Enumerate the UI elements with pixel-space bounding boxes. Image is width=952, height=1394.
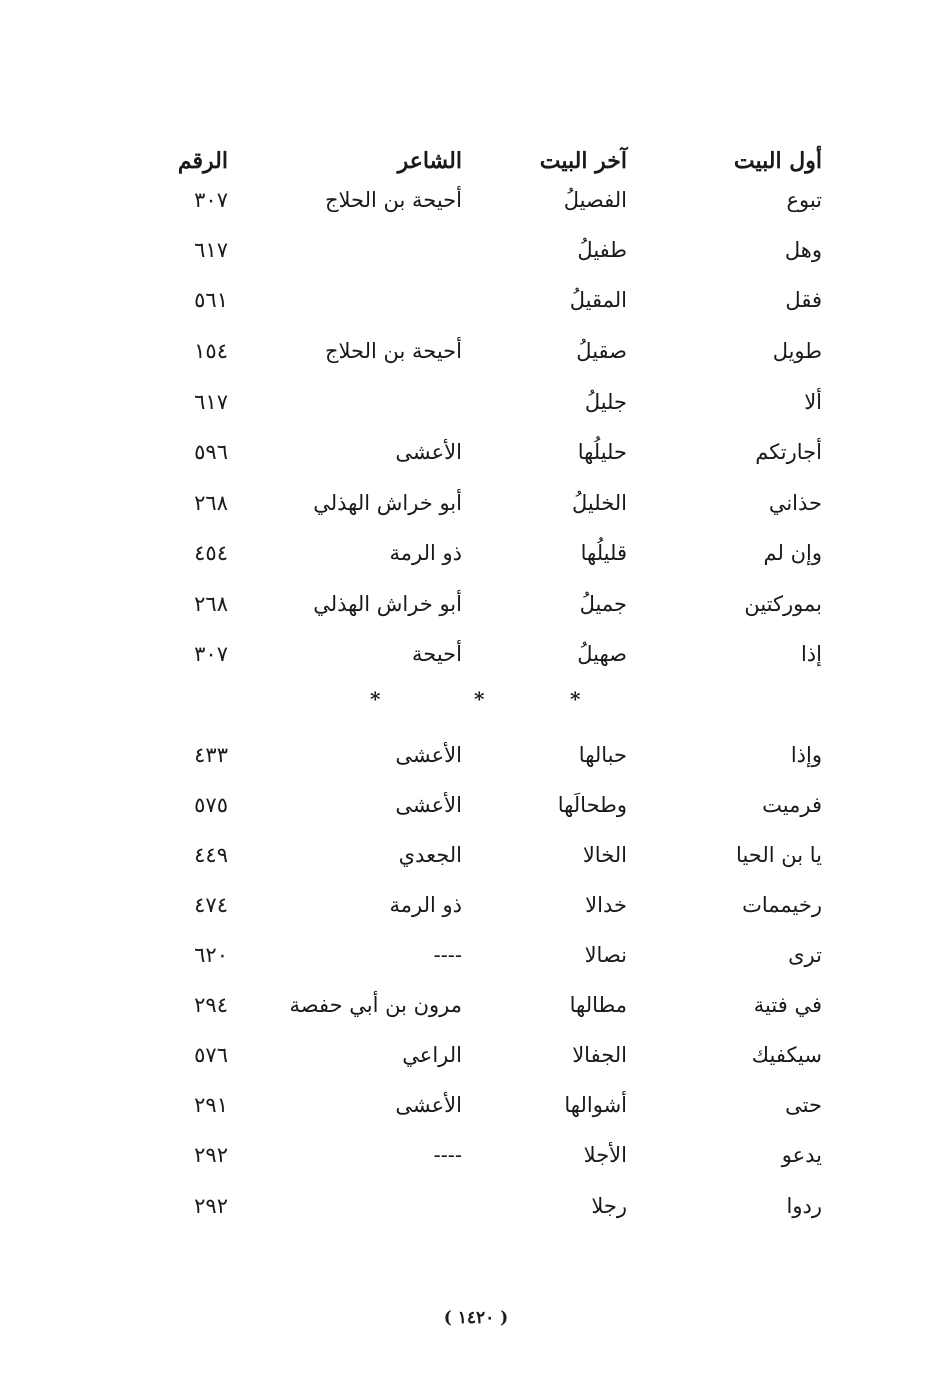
last-verse-cell: وطحالَها <box>557 793 627 817</box>
poet-cell: الأعشى <box>395 793 462 817</box>
table-row <box>0 533 952 573</box>
poet-cell: الأعشى <box>395 440 462 464</box>
last-verse-cell: حبالها <box>578 743 627 767</box>
table-row <box>0 180 952 220</box>
first-verse-cell: وهل <box>784 238 822 262</box>
number-cell: ٢٩٢ <box>194 1143 228 1167</box>
table-row <box>0 331 952 371</box>
last-verse-cell: صهيلُ <box>577 642 627 666</box>
first-verse-cell: أجارتكم <box>755 440 822 464</box>
last-verse-cell: حليلُها <box>577 440 627 464</box>
last-verse-cell: الأجلا <box>583 1143 627 1167</box>
number-cell: ٥٧٦ <box>194 1043 228 1067</box>
first-verse-cell: في فتية <box>753 993 822 1017</box>
first-verse-cell: تبوع <box>786 188 822 212</box>
poet-cell: الراعي <box>402 1043 462 1067</box>
first-verse-cell: يدعو <box>781 1143 822 1167</box>
number-cell: ٣٠٧ <box>194 642 228 666</box>
table-row <box>0 483 952 523</box>
poet-cell: الأعشى <box>395 743 462 767</box>
table-row <box>0 985 952 1025</box>
poet-cell: الجعدي <box>398 843 462 867</box>
number-cell: ٢٦٨ <box>194 592 228 616</box>
last-verse-cell: الخالا <box>582 843 627 867</box>
number-cell: ٢٦٨ <box>194 491 228 515</box>
table-row <box>0 1186 952 1226</box>
first-verse-cell: يا بن الحيا <box>736 843 822 867</box>
number-cell: ٢٩١ <box>194 1093 228 1117</box>
first-verse-cell: طويل <box>772 339 822 363</box>
table-row <box>0 1085 952 1125</box>
number-cell: ١٥٤ <box>194 339 228 363</box>
table-row <box>0 230 952 270</box>
number-cell: ٤٣٣ <box>194 743 228 767</box>
section-separator <box>0 679 952 719</box>
number-cell: ٦٢٠ <box>194 943 228 967</box>
poet-cell: ذو الرمة <box>389 893 462 917</box>
first-verse-cell: ردوا <box>786 1194 822 1218</box>
last-verse-cell: المقيلُ <box>569 288 627 312</box>
last-verse-cell: جميلُ <box>579 592 627 616</box>
separator-star: * <box>474 687 485 711</box>
last-verse-cell: الجفالا <box>572 1043 627 1067</box>
poet-cell: أحيحة <box>412 642 462 666</box>
number-cell: ٢٩٢ <box>194 1194 228 1218</box>
poet-cell: ---- <box>433 1143 462 1167</box>
last-verse-cell: صقيلُ <box>576 339 627 363</box>
last-verse-cell: أشوالها <box>564 1093 627 1117</box>
number-cell: ٤٧٤ <box>194 893 228 917</box>
last-verse-cell: الخليلُ <box>572 491 627 515</box>
first-verse-cell: وإن لم <box>763 541 822 565</box>
first-verse-cell: حذاني <box>768 491 822 515</box>
table-row <box>0 735 952 775</box>
header-poet: الشاعر <box>397 148 462 174</box>
number-cell: ٢٩٤ <box>194 993 228 1017</box>
number-cell: ٣٠٧ <box>194 188 228 212</box>
number-cell: ٦١٧ <box>194 390 228 414</box>
poet-cell: أبو خراش الهذلي <box>313 592 462 616</box>
header-first-verse: أول البيت <box>733 148 822 174</box>
first-verse-cell: فقل <box>785 288 822 312</box>
number-cell: ٥٩٦ <box>194 440 228 464</box>
number-cell: ٥٦١ <box>194 288 228 312</box>
table-row <box>0 785 952 825</box>
poet-cell: أحيحة بن الحلاج <box>324 188 462 212</box>
last-verse-cell: نصالا <box>584 943 627 967</box>
last-verse-cell: خدالا <box>585 893 627 917</box>
last-verse-cell: طفيلُ <box>577 238 627 262</box>
first-verse-cell: فرميت <box>762 793 822 817</box>
last-verse-cell: قليلُها <box>580 541 627 565</box>
table-row <box>0 835 952 875</box>
last-verse-cell: الفصيلُ <box>563 188 627 212</box>
table-row <box>0 432 952 472</box>
last-verse-cell: جليلُ <box>584 390 627 414</box>
table-header <box>0 141 952 181</box>
last-verse-cell: رجلا <box>591 1194 627 1218</box>
separator-star: * <box>570 687 581 711</box>
poet-cell: أحيحة بن الحلاج <box>324 339 462 363</box>
first-verse-cell: سيكفيك <box>751 1043 822 1067</box>
first-verse-cell: حتى <box>785 1093 822 1117</box>
poet-cell: ذو الرمة <box>389 541 462 565</box>
table-row <box>0 584 952 624</box>
table-row <box>0 1035 952 1075</box>
first-verse-cell: رخيممات <box>742 893 822 917</box>
poet-cell: ---- <box>433 943 462 967</box>
table-row <box>0 634 952 674</box>
first-verse-cell: ألا <box>804 390 822 414</box>
number-cell: ٤٥٤ <box>194 541 228 565</box>
last-verse-cell: مطالها <box>569 993 627 1017</box>
first-verse-cell: وإذا <box>790 743 822 767</box>
first-verse-cell: ترى <box>788 943 822 967</box>
poet-cell: أبو خراش الهذلي <box>313 491 462 515</box>
first-verse-cell: إذا <box>800 642 822 666</box>
table-row <box>0 1135 952 1175</box>
number-cell: ٦١٧ <box>194 238 228 262</box>
page-number: ( ١٤٢٠ ) <box>443 1308 509 1328</box>
number-cell: ٥٧٥ <box>194 793 228 817</box>
table-row <box>0 382 952 422</box>
header-last-verse: آخر البيت <box>539 148 627 174</box>
poet-cell: الأعشى <box>395 1093 462 1117</box>
table-row <box>0 885 952 925</box>
number-cell: ٤٤٩ <box>194 843 228 867</box>
table-row <box>0 935 952 975</box>
table-row <box>0 280 952 320</box>
separator-star: * <box>370 687 381 711</box>
header-number: الرقم <box>177 148 228 174</box>
first-verse-cell: بموركتين <box>744 592 822 616</box>
poet-cell: مرون بن أبي حفصة <box>289 993 462 1017</box>
